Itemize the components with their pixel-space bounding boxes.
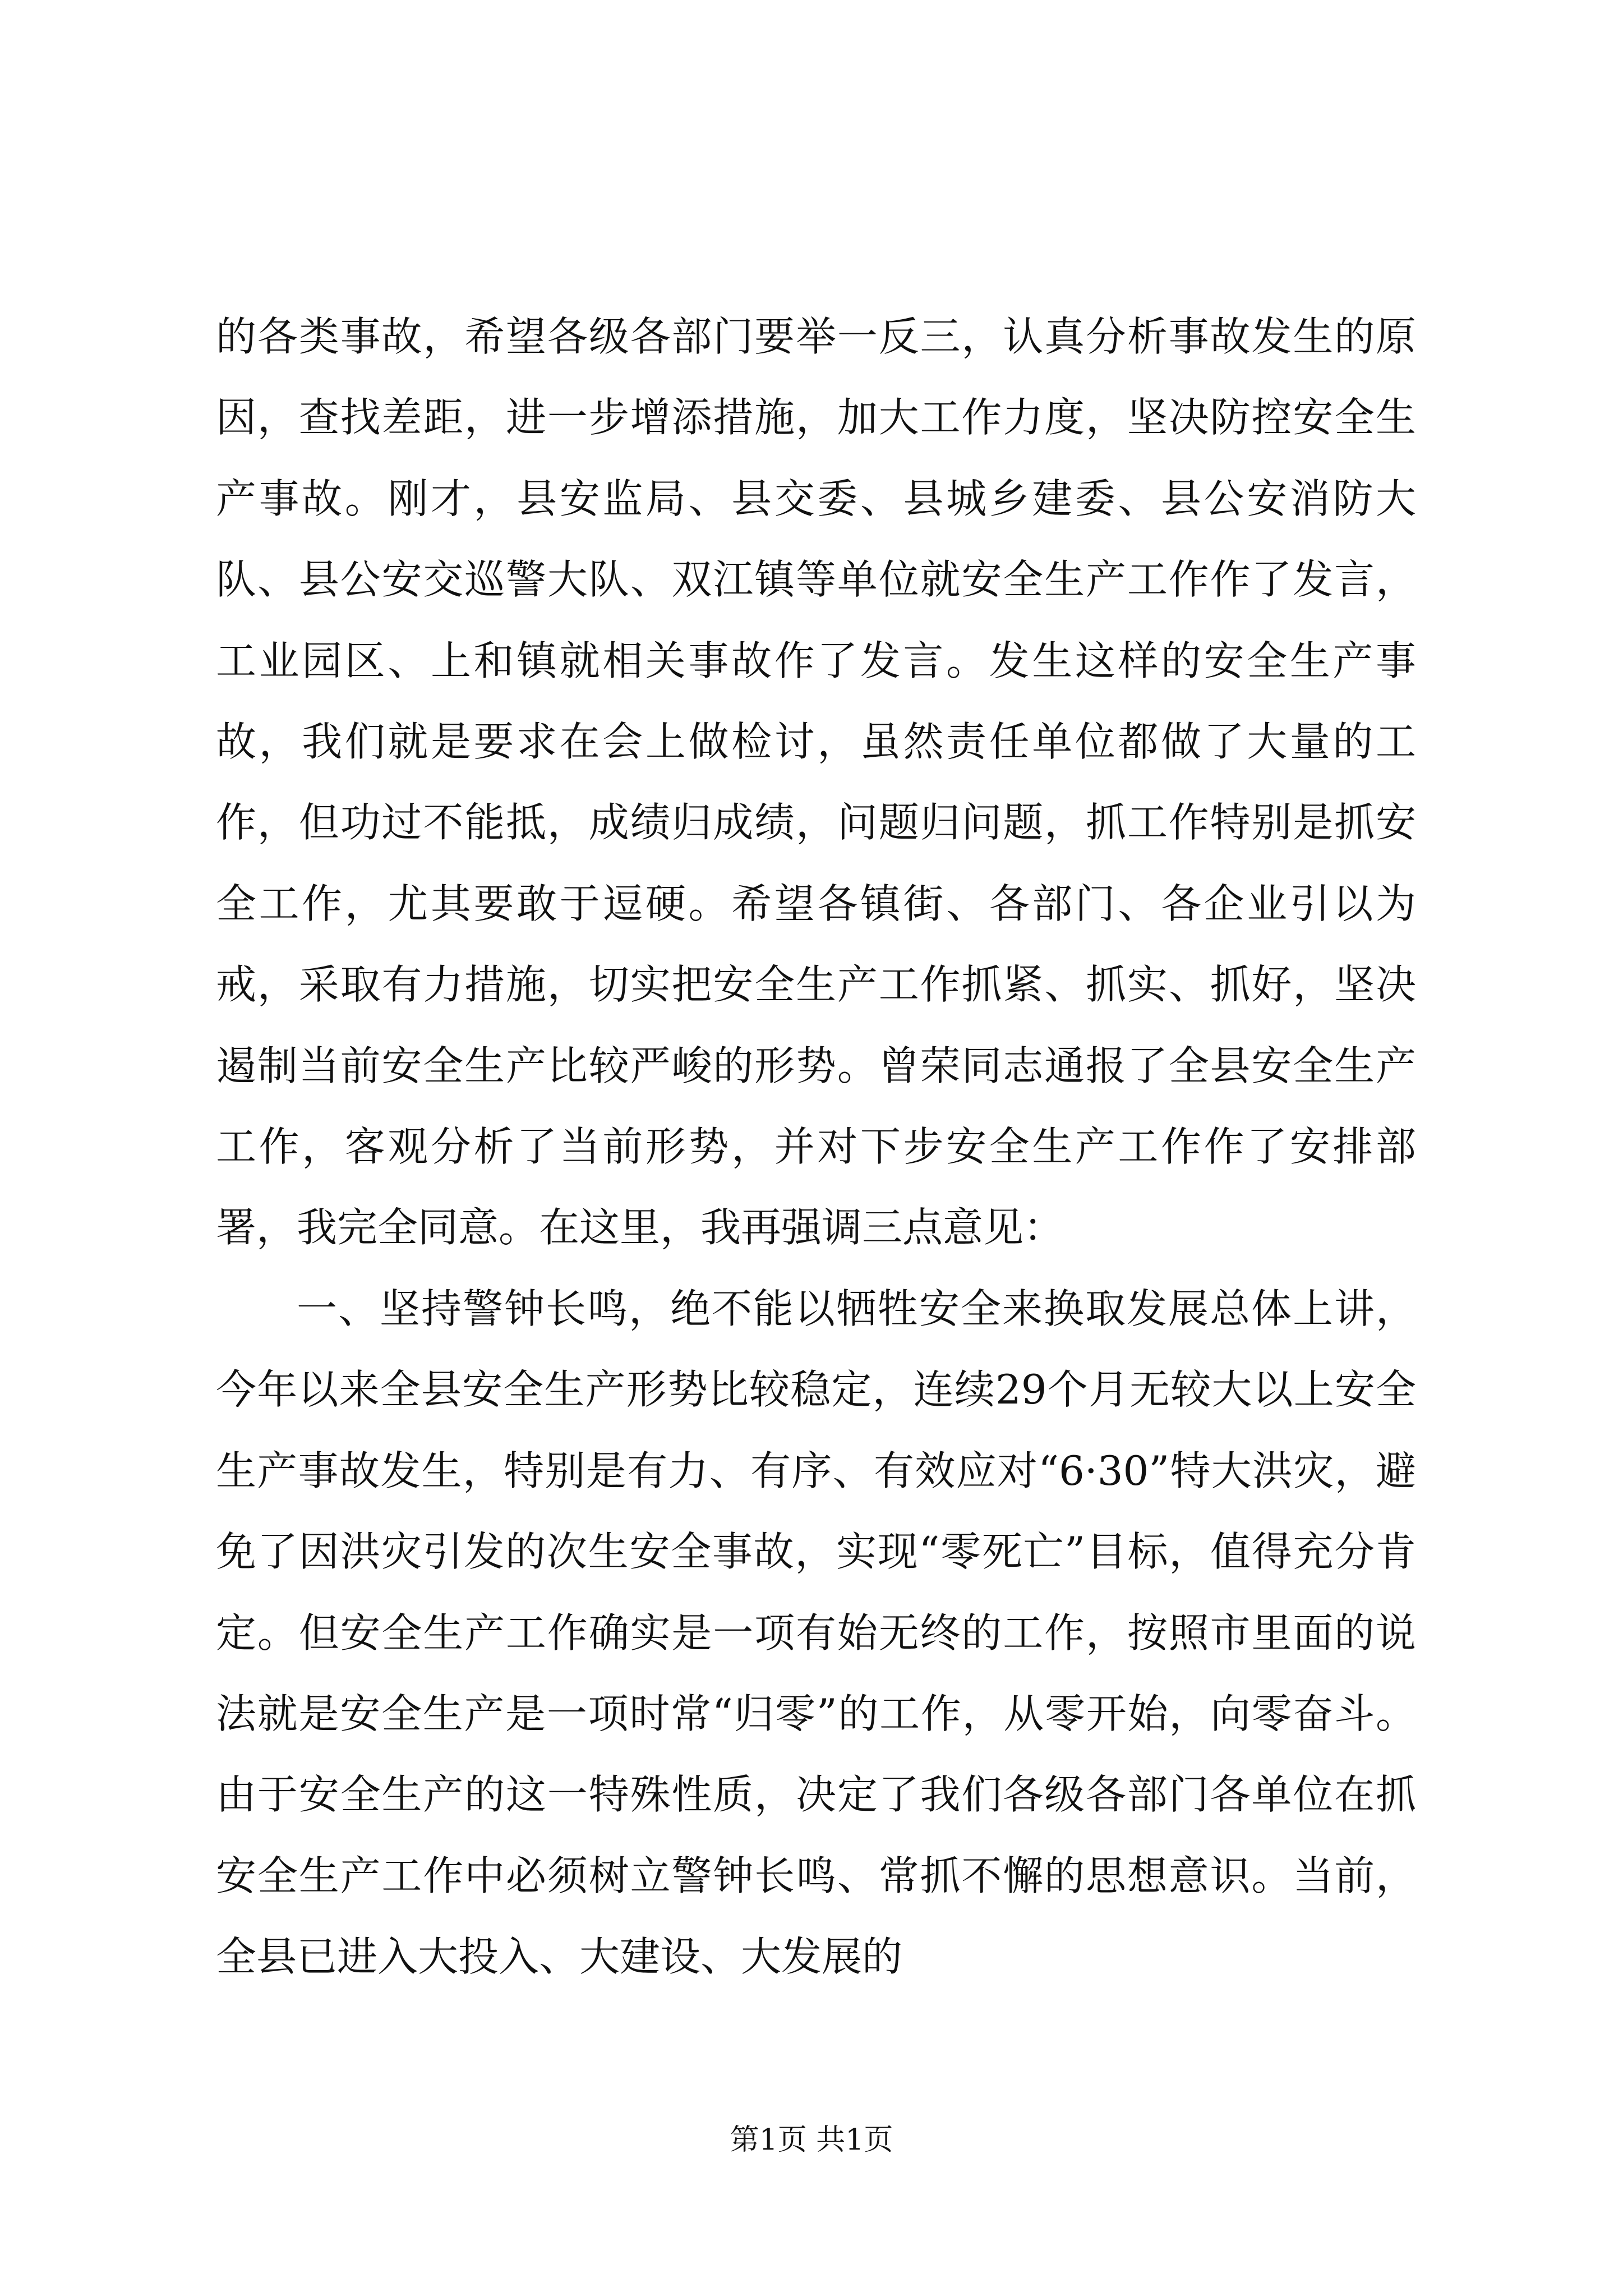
paragraph-continued: 的各类事故，希望各级各部门要举一反三，认真分析事故发生的原因，查找差距，进一步增添措施，加大工作力度，坚决防控安全生产事故。刚才，县安监局、县交委、县城乡建委、县公安消防大队、县公安交巡警大队、双江镇等单位就安全生产工作作了发言，工业园区、上和镇就相关事故作了发言。发生这样的安全生产事故，我们就是要求在会上做检讨，虽然责任单位都做了大量的工作，但功过不能抵，成绩归成绩，问题归问题，抓工作特别是抓安全工作，尤其要敢于逗硬。希望各镇街、各部门、各企业引以为戒，采取有力措施，切实把安全生产工作抓紧、抓实、抓好，坚决遏制当前安全生产比较严峻的形势。曾荣同志通报了全县安全生产工作，客观分析了当前形势，并对下步安全生产工作作了安排部署，我完全同意。在这里，我再强调三点意见： [216, 313, 1416, 1251]
paragraph-section-one: 一、坚持警钟长鸣，绝不能以牺牲安全来换取发展总体上讲，今年以来全县安全生产形势比较稳定，连续29个月无较大以上安全生产事故发生，特别是有力、有序、有效应对“6·30”特大洪灾，避免了因洪灾引发的次生安全事故，实现“零死亡”目标，值得充分肯定。但安全生产工作确实是一项有始无终的工作，按照市里面的说法就是安全生产是一项时常“归零”的工作，从零开始，向零奋斗。由于安全生产的这一特殊性质，决定了我们各级各部门各单位在抓安全生产工作中必须树立警钟长鸣、常抓不懈的思想意识。当前，全县已进入大投入、大建设、大发展的 [216, 1285, 1416, 1981]
page-footer: 第1页 共1页 [730, 2123, 893, 2157]
document-body [216, 296, 1416, 1998]
